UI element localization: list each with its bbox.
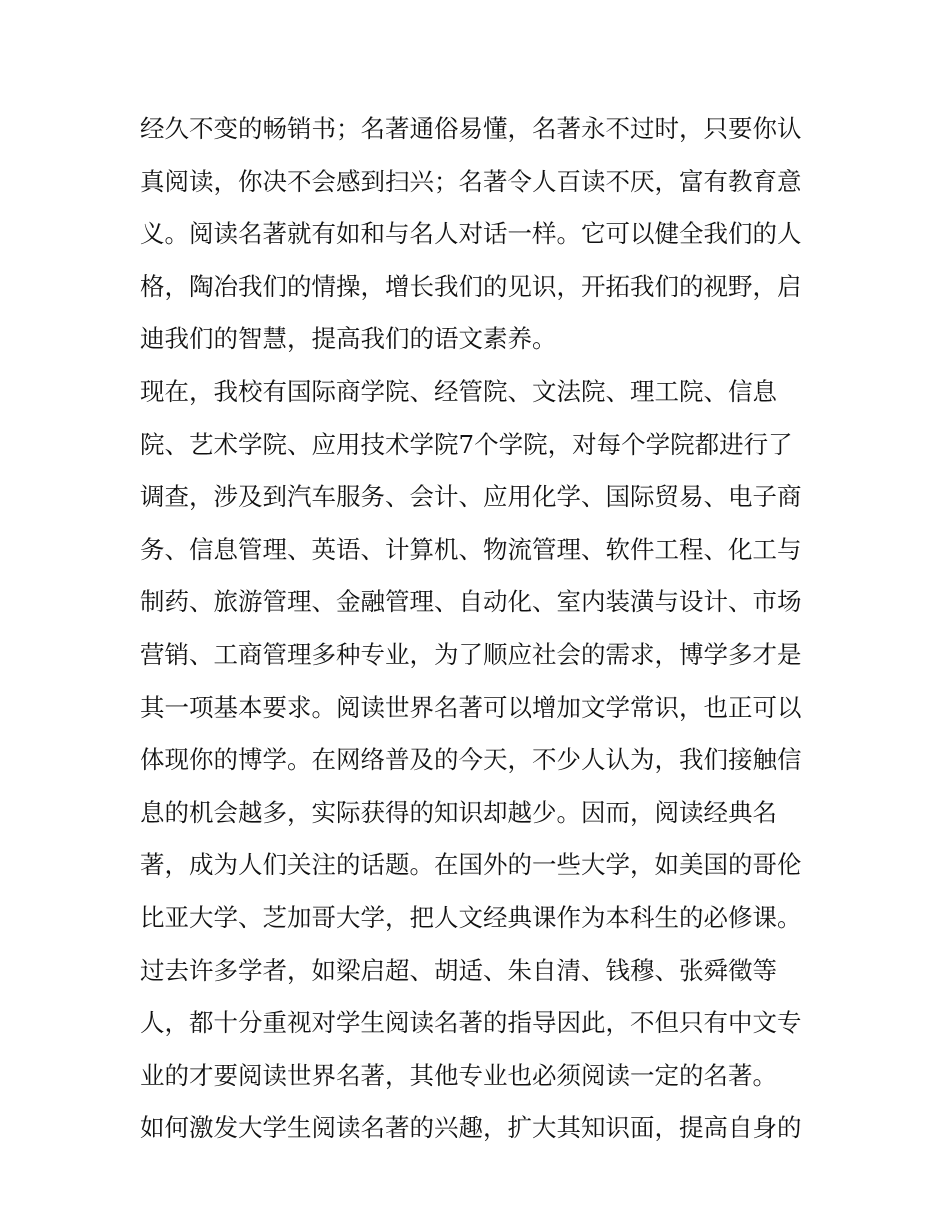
- text-line-15: 著，成为人们关注的话题。在国外的一些大学，如美国的哥伦: [140, 850, 802, 880]
- text-line-5: 迪我们的智慧，提高我们的语文素养。: [140, 324, 557, 354]
- text-line-11: 营销、工商管理多种专业，为了顺应社会的需求，博学多才是: [140, 639, 802, 669]
- text-line-10: 制药、旅游管理、金融管理、自动化、室内装潢与设计、市场: [140, 587, 802, 617]
- text-line-19: 业的才要阅读世界名著，其他专业也必须阅读一定的名著。: [140, 1060, 777, 1090]
- text-line-4: 格，陶冶我们的情操，增长我们的见识，开拓我们的视野，启: [140, 271, 802, 301]
- text-line-18: 人，都十分重视对学生阅读名著的指导因此，不但只有中文专: [140, 1008, 802, 1038]
- text-line-13: 体现你的博学。在网络普及的今天，不少人认为，我们接触信: [140, 745, 802, 775]
- text-line-20: 如何激发大学生阅读名著的兴趣，扩大其知识面，提高自身的: [140, 1113, 802, 1143]
- text-line-3: 义。阅读名著就有如和与名人对话一样。它可以健全我们的人: [140, 219, 802, 249]
- text-line-14: 息的机会越多，实际获得的知识却越少。因而，阅读经典名: [140, 797, 777, 827]
- text-line-7: 院、艺术学院、应用技术学院7个学院，对每个学院都进行了: [140, 429, 793, 459]
- text-line-2: 真阅读，你决不会感到扫兴；名著令人百读不厌，富有教育意: [140, 166, 802, 196]
- text-line-17: 过去许多学者，如梁启超、胡适、朱自清、钱穆、张舜徵等: [140, 955, 777, 985]
- text-line-1: 经久不变的畅销书；名著通俗易懂，名著永不过时，只要你认: [140, 114, 802, 143]
- text-line-9: 务、信息管理、英语、计算机、物流管理、软件工程、化工与: [140, 534, 802, 564]
- text-line-8: 调查，涉及到汽车服务、会计、应用化学、国际贸易、电子商: [140, 482, 802, 512]
- text-line-6: 现在，我校有国际商学院、经管院、文法院、理工院、信息: [140, 376, 777, 406]
- text-line-12: 其一项基本要求。阅读世界名著可以增加文学常识，也正可以: [140, 692, 802, 722]
- text-line-16: 比亚大学、芝加哥大学，把人文经典课作为本科生的必修课。: [140, 902, 802, 932]
- body-text: [140, 103, 820, 1155]
